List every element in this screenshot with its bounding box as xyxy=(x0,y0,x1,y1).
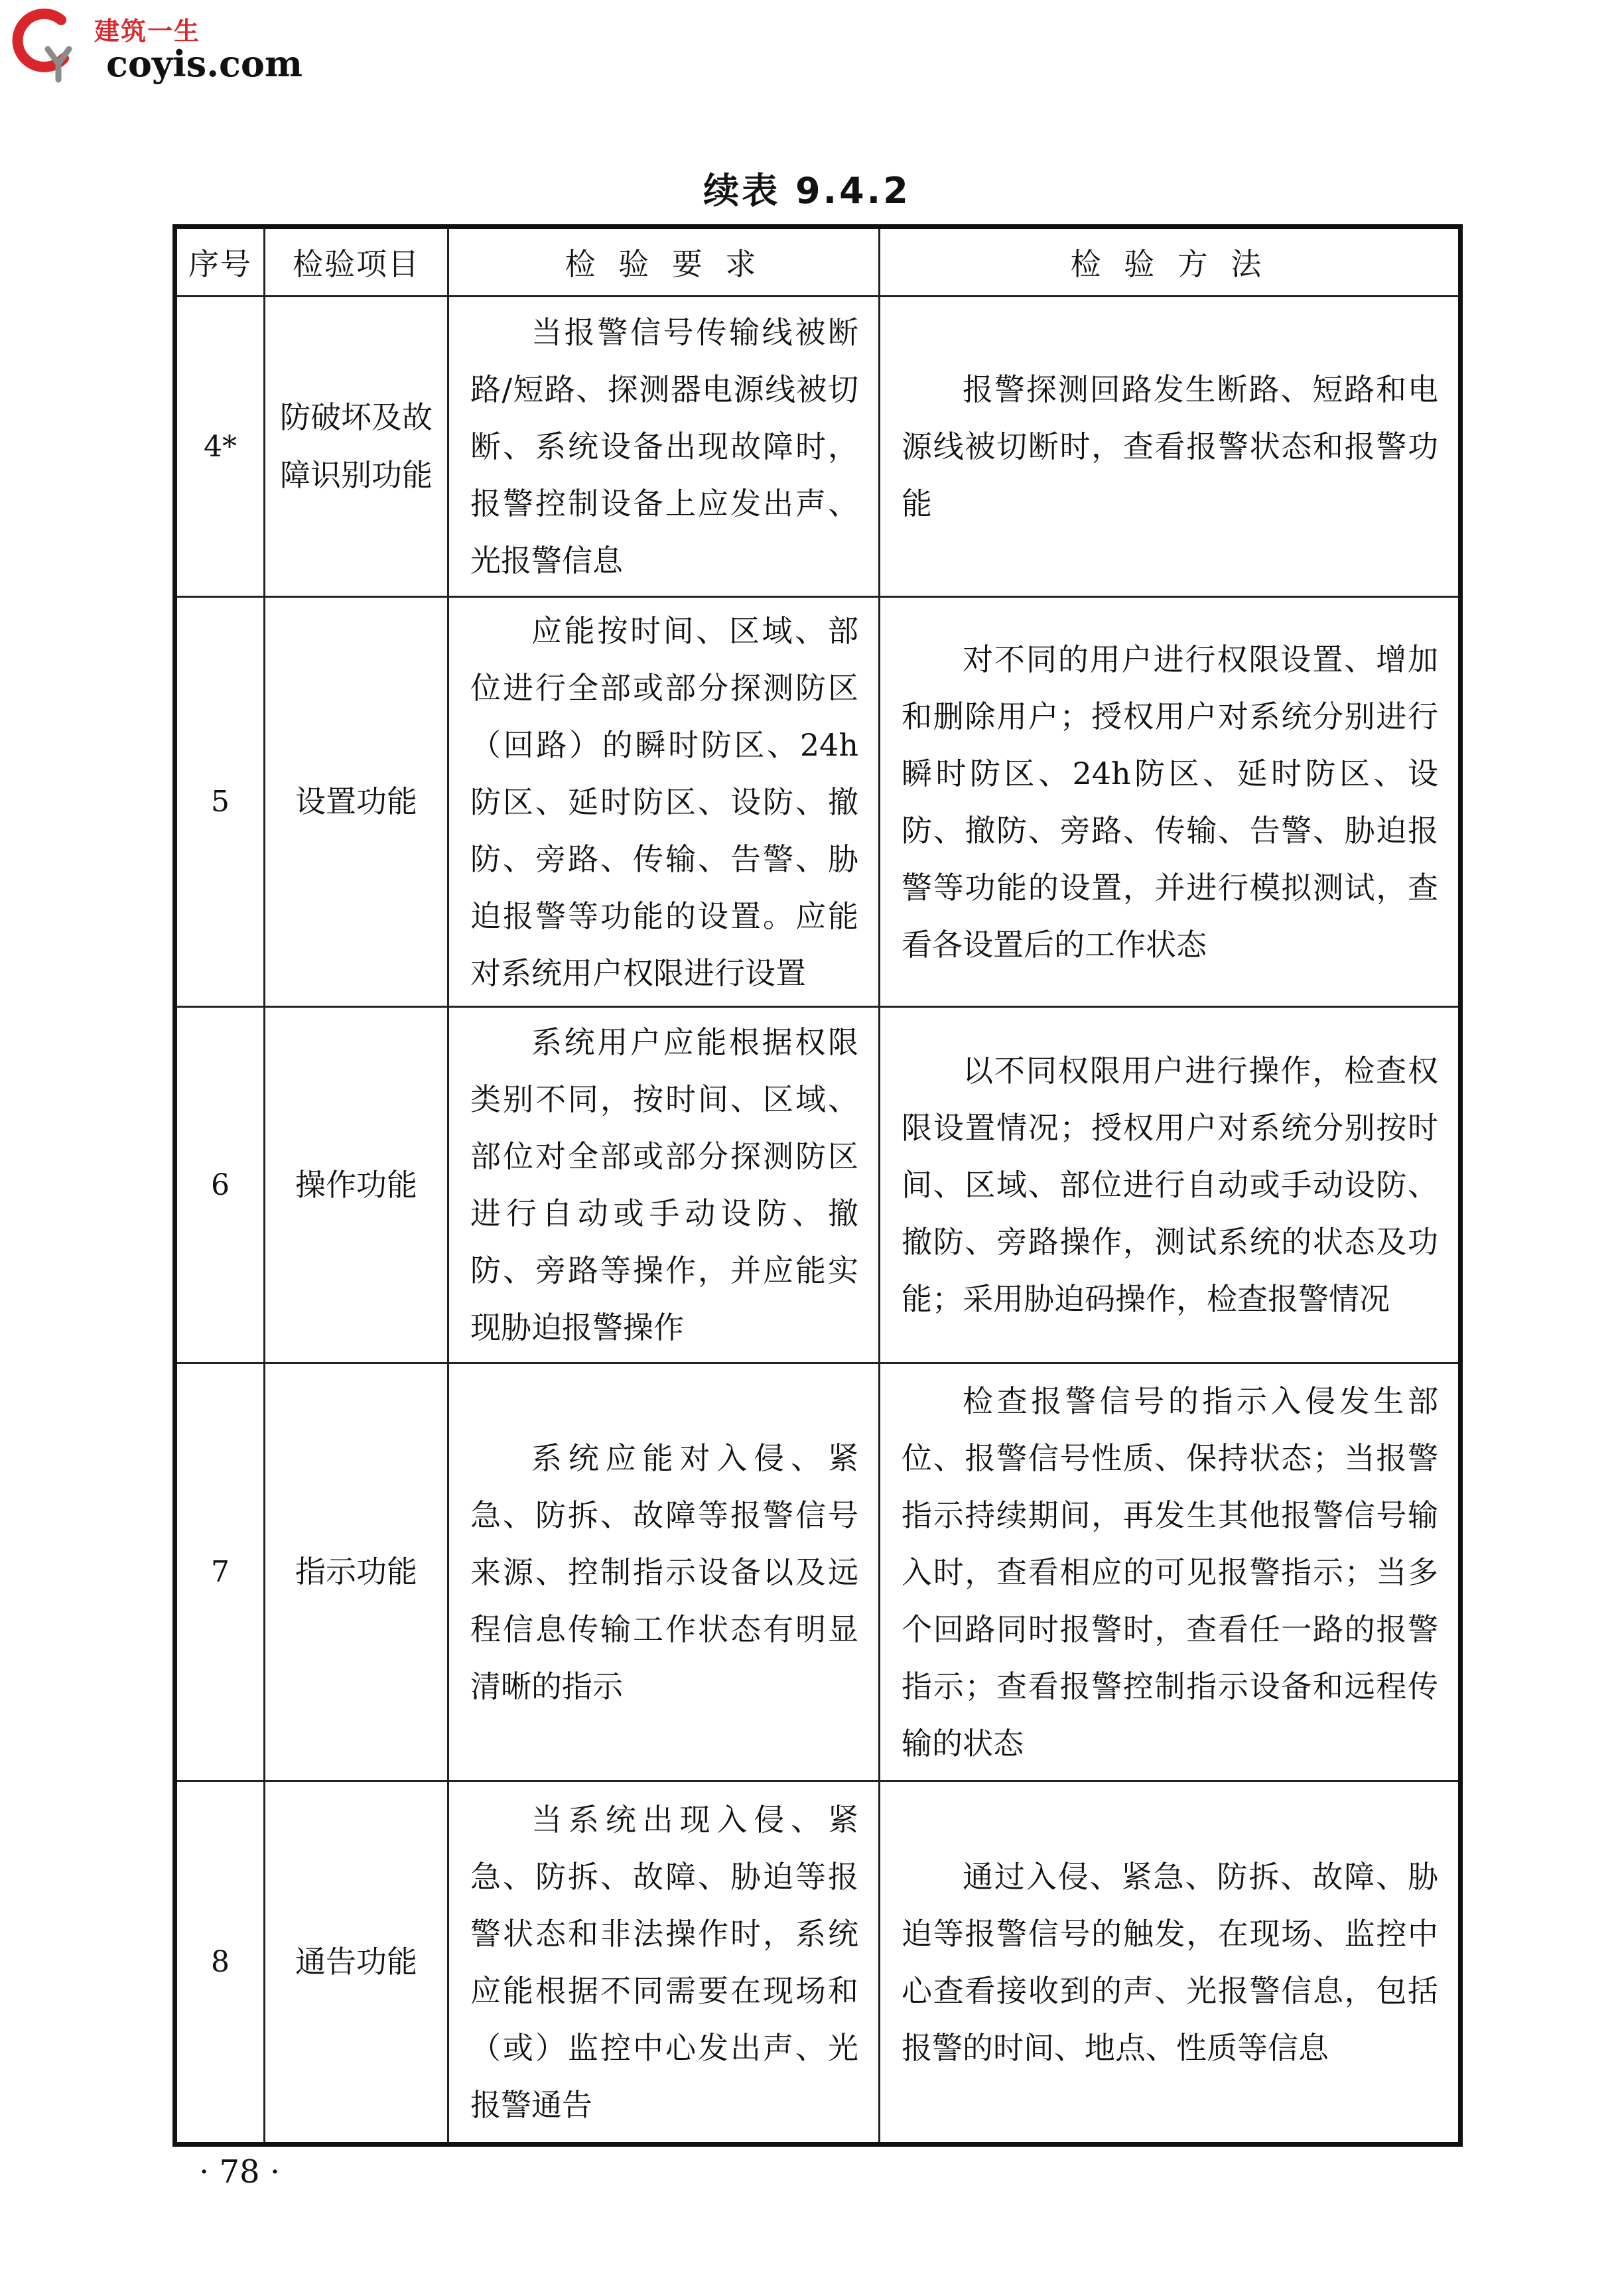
row-method: 以不同权限用户进行操作，检查权限设置情况；授权用户对系统分别按时间、区域、部位进行自动或手动设防、撤防、旁路操作，测试系统的状态及功能；采用胁迫码操作，检查报警情况 xyxy=(880,1007,1461,1363)
row-method: 通过入侵、紧急、防拆、故障、胁迫等报警信号的触发，在现场、监控中心查看接收到的声、光报警信息，包括报警的时间、地点、性质等信息 xyxy=(880,1781,1461,2145)
row-inspection-item: 设置功能 xyxy=(265,597,448,1007)
header-method: 检 验 方 法 xyxy=(880,227,1461,297)
row-inspection-item: 操作功能 xyxy=(265,1007,448,1363)
table-row xyxy=(175,1781,1461,2145)
table-title: 续表 9.4.2 xyxy=(703,170,911,212)
row-method: 检查报警信号的指示入侵发生部位、报警信号性质、保持状态；当报警指示持续期间，再发生其他报警信号输入时，查看相应的可见报警指示；当多个回路同时报警时，查看任一路的报警指示；查看报警控制指示设备和远程传输的状态 xyxy=(880,1363,1461,1781)
table-row xyxy=(175,1363,1461,1781)
row-inspection-item: 防破坏及故障识别功能 xyxy=(265,297,448,597)
row-requirement: 应能按时间、区域、部位进行全部或部分探测防区（回路）的瞬时防区、24h防区、延时防区、设防、撤防、旁路、传输、告警、胁迫报警等功能的设置。应能对系统用户权限进行设置 xyxy=(448,597,880,1007)
header-serial-no: 序号 xyxy=(175,227,265,297)
watermark-site-name: 建筑一生 xyxy=(94,17,201,46)
row-inspection-item: 指示功能 xyxy=(265,1363,448,1781)
header-requirement: 检 验 要 求 xyxy=(448,227,880,297)
row-method: 对不同的用户进行权限设置、增加和删除用户；授权用户对系统分别进行瞬时防区、24h防区、延时防区、设防、撤防、旁路、传输、告警、胁迫报警等功能的设置，并进行模拟测试，查看各设置后的工作状态 xyxy=(880,597,1461,1007)
row-inspection-item: 通告功能 xyxy=(265,1781,448,2145)
row-requirement: 当报警信号传输线被断路/短路、探测器电源线被切断、系统设备出现故障时，报警控制设备上应发出声、光报警信息 xyxy=(448,297,880,597)
inspection-table xyxy=(172,224,1463,2147)
row-method: 报警探测回路发生断路、短路和电源线被切断时，查看报警状态和报警功能 xyxy=(880,297,1461,597)
page-number: · 78 · xyxy=(199,2153,281,2191)
row-serial-no: 5 xyxy=(175,597,265,1007)
row-requirement: 系统用户应能根据权限类别不同，按时间、区域、部位对全部或部分探测防区进行自动或手动设防、撤防、旁路等操作，并应能实现胁迫报警操作 xyxy=(448,1007,880,1363)
row-requirement: 系统应能对入侵、紧急、防拆、故障等报警信号来源、控制指示设备以及远程信息传输工作状态有明显清晰的指示 xyxy=(448,1363,880,1781)
row-serial-no: 7 xyxy=(175,1363,265,1781)
table-row xyxy=(175,297,1461,597)
header-inspection-item: 检验项目 xyxy=(265,227,448,297)
table-header-row xyxy=(175,227,1461,297)
logo-mark-icon xyxy=(9,5,82,84)
row-requirement: 当系统出现入侵、紧急、防拆、故障、胁迫等报警状态和非法操作时，系统应能根据不同需要在现场和（或）监控中心发出声、光报警通告 xyxy=(448,1781,880,2145)
watermark-logo xyxy=(9,5,303,85)
row-serial-no: 4* xyxy=(175,297,265,597)
table-row xyxy=(175,1007,1461,1363)
table-row xyxy=(175,597,1461,1007)
watermark-domain: coyis.com xyxy=(106,42,303,85)
row-serial-no: 8 xyxy=(175,1781,265,2145)
row-serial-no: 6 xyxy=(175,1007,265,1363)
